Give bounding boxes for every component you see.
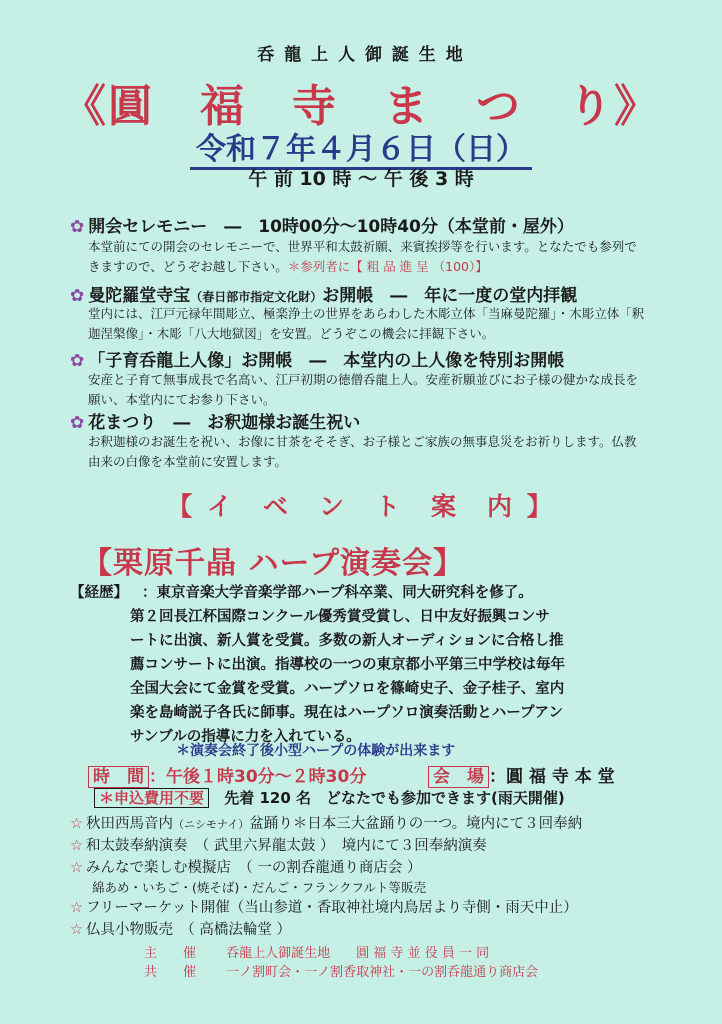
section-statue-title: ✿ 「子育呑龍上人像」お開帳 ― 本堂内の上人像を特別お開帳: [70, 351, 565, 371]
event-item-bon-odori: ☆ 秋田西馬音内（ニシモナイ）盆踊り＊日本三大盆踊りの一つ。境内にて３回奉納: [70, 816, 583, 832]
flower-icon: ✿: [70, 413, 85, 433]
career-line: 第２回長江杯国際コンクール優秀賞受賞し、日中友好振興コンサ: [130, 609, 550, 625]
star-icon: ☆: [70, 816, 83, 832]
star-icon: ☆: [70, 900, 83, 916]
career-line: ：東京音楽大学音楽学部ハープ科卒業、同大研究科を修了。: [142, 585, 533, 601]
section-mandala-title: ✿ 曼陀羅堂寺宝（春日部市指定文化財）お開帳 ― 年に一度の堂内拝観: [70, 286, 578, 306]
event-item-flea-market: ☆ フリーマーケット開催（当山参道・香取神社境内鳥居より寺側・雨天中止）: [70, 900, 578, 916]
section-mandala-body: 堂内には、江戸元禄年間彫立、極楽浄土の世界をあらわした木彫立体「当麻曼陀羅」・木彫立体「釈迦涅槃像」・木彫「八大地獄図」を安置。どうぞこの機会に拝観下さい。: [88, 306, 645, 341]
career-line: 楽を島崎説子各氏に師事。現在はハープソロ演奏活動とハープアン: [130, 705, 563, 721]
organizer-label: 主 催: [144, 946, 197, 961]
time-label: 時 間: [88, 766, 149, 788]
fee-row: [94, 787, 565, 808]
star-icon: ☆: [70, 860, 83, 876]
career-line: サンブルの指導に力を入れている。: [130, 729, 361, 745]
cosponsor-row: [144, 961, 538, 980]
career-label: 【経歴】: [70, 585, 128, 601]
star-icon: ☆: [70, 838, 83, 854]
event-item-buddhist-goods: ☆ 仏具小物販売 （ 高橋法輪堂 ）: [70, 922, 291, 938]
section-ceremony-body: 本堂前にての開会のセレモニーで、世界平和太鼓祈願、来賓挨拶等を行います。となたでも参列できますので、どうぞお越し下さい。＊参列者に【 粗 品 進 呈 （100）】: [88, 239, 637, 274]
capacity: 先着 120 名 どなたでも参加できます(雨天開催): [224, 789, 565, 807]
section-flower-festival-body: お釈迦様のお誕生を祝い、お像に甘茶をそそぎ、お子様とご家族の無事息災をお祈りします。仏教由来の白像を本堂前に安置します。: [88, 434, 637, 469]
event-heading: 【 イ ベ ン ト 案 内 】: [167, 492, 555, 521]
flower-icon: ✿: [70, 217, 85, 237]
cosponsor: 一ノ割町会・一ノ割香取神社・一の割呑龍通り商店会: [226, 965, 539, 980]
event-item-taiko: ☆ 和太鼓奉納演奏 （ 武里六昇龍太鼓 ） 境内にて３回奉納演奏: [70, 838, 487, 854]
event-time: 午 前 10 時 〜 午 後 3 時: [248, 168, 474, 190]
fee-label: ＊申込費用不要: [94, 788, 209, 808]
section-flower-festival-title: ✿ 花まつり ― お釈迦様お誕生祝い: [70, 413, 361, 433]
experience-note: ＊演奏会終了後小型ハープの体験が出来ます: [176, 743, 456, 759]
subtitle: 呑 龍 上 人 御 誕 生 地: [257, 45, 465, 65]
event-date: 令和７年４月６日（日）: [190, 132, 532, 170]
event-item-stalls: ☆ みんなで楽しむ模擬店 （ 一の割呑龍通り商店会 ）: [70, 860, 422, 876]
time-venue-row: [88, 762, 366, 787]
section-statue-body: 安産と子育て無事成長で名高い、江戸初期の徳僧呑龍上人。安産祈願並びにお子様の健かな成長を願い、本堂内にてお参り下さい。: [88, 372, 639, 407]
venue-value: ：圓 福 寺 本 堂: [489, 767, 615, 787]
career-line: 全国大会にて金賞を受賞。ハープソロを篠崎史子、金子桂子、室内: [130, 681, 565, 697]
concert-title: 【栗原千晶 ハープ演奏会】: [82, 546, 464, 581]
flower-icon: ✿: [70, 286, 85, 306]
gift-note: ＊参列者に【 粗 品 進 呈 （100）】: [287, 259, 488, 274]
star-icon: ☆: [70, 922, 83, 938]
venue-row: [428, 762, 615, 787]
cosponsor-label: 共 催: [144, 965, 197, 980]
time-value: ：午後１時30分〜２時30分: [149, 767, 367, 787]
organizer: 呑龍上人御誕生地 圓 福 寺 並 役 員 一 同: [226, 946, 490, 961]
flower-icon: ✿: [70, 351, 85, 371]
career-line: ートに出演、新人賞を受賞。多数の新人オーディションに合格し推: [130, 633, 564, 649]
stall-items: 綿あめ・いちご・(焼そば)・だんご・フランクフルト等販売: [92, 880, 427, 895]
career-line: 薦コンサートに出演。指導校の一つの東京都小平第三中学校は毎年: [130, 657, 565, 673]
organizer-row: [144, 942, 489, 961]
section-ceremony-title: ✿ 開会セレモニー ― 10時00分〜10時40分（本堂前・屋外）: [70, 217, 574, 237]
venue-label: 会 場: [428, 766, 489, 788]
page-title: 《圓 福 寺 ま つ り》: [62, 81, 660, 132]
